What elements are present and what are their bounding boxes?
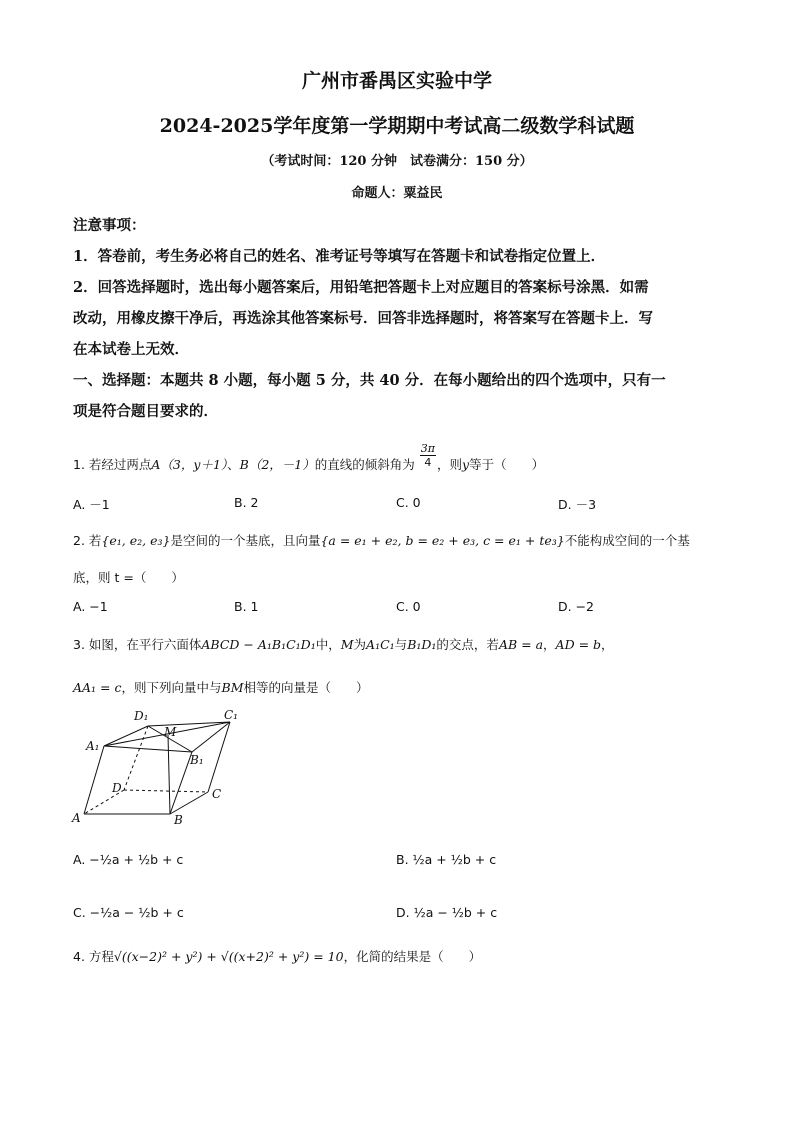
q1-sep: 、 [227,457,240,472]
q4-text-b: ，化简的结果是（ ） [343,949,482,964]
q1-text-b: 的直线的倾斜角为 [314,457,415,472]
q1-text-a: 1. 若经过两点 [73,457,152,472]
q3-solid: ABCD − A₁B₁C₁D₁ [201,637,316,652]
edge-c1-c [208,722,230,792]
segment-b-m [168,735,170,814]
q3-option-a[interactable]: A. −½a + ½b + c [73,852,184,867]
section-1-line-1: 一、选择题：本题共 8 小题，每小题 5 分，共 40 分．在每小题给出的四个选项中，只有一 [73,372,666,389]
label-b: B [174,813,183,827]
edge-b1-b [170,752,192,814]
label-a: A [72,811,81,825]
q3-seg-1: A₁C₁ [366,637,395,652]
q1-angle-num: 3π [420,442,435,455]
q4-equation: √((x−2)² + y²) + √((x+2)² + y²) = 10 [113,949,344,964]
q2-option-a[interactable]: A. −1 [73,599,108,614]
exam-title: 2024-2025学年度第一学期期中考试高二级数学科试题 [159,115,635,137]
label-c: C [212,787,222,801]
q3-text-e: 的交点，若 [436,637,499,652]
q1-option-a[interactable]: A. －1 [73,497,110,512]
q3-text-c: 为 [353,637,367,652]
school-name: 广州市番禺区实验中学 [301,70,492,92]
question-3 [73,635,614,653]
q3-comma: ， [543,637,556,652]
q3-ad: AD = b [555,637,602,652]
q1-option-d[interactable]: D. －3 [558,497,597,512]
label-a1: A₁ [86,739,100,753]
q2-text-b: 是空间的一个基底，且向量 [170,533,321,548]
q3-aa1: AA₁ = c [73,680,122,695]
q2-text-a: 2. 若 [73,533,102,548]
author-line: 命题人：粟益民 [351,186,443,201]
q2-text-c: 不能构成空间的一个基 [564,533,690,548]
label-d: D [112,781,122,795]
q1-text-c: ，则 [437,457,463,472]
q3-text-g: 相等的向量是（ ） [243,680,369,695]
q1-point-a: A（3，y＋1） [151,457,228,472]
q3-text-a: 3. 如图，在平行六面体 [73,637,202,652]
notes-item-2-line-2: 改动，用橡皮擦干净后，再选涂其他答案标号．回答非选择题时，将答案写在答题卡上．写 [73,310,653,327]
q3-bm: BM [221,680,244,695]
edge-b-c [170,792,208,814]
q3-text-f: ，则下列向量中与 [121,680,222,695]
q3-option-d[interactable]: D. ½a − ½b + c [396,905,498,920]
question-4 [73,947,481,965]
q1-angle-fraction [420,442,436,469]
q3-text-b: 中， [315,637,341,652]
q1-text-d: 等于（ ） [469,457,545,472]
q2-basis: {e₁, e₂, e₃} [101,533,171,548]
notes-item-2-line-1: 2．回答选择题时，选出每小题答案后，用铅笔把答题卡上对应题目的答案标号涂黑．如需 [73,279,649,296]
q1-angle-den: 4 [424,456,432,469]
label-m: M [164,725,177,739]
label-c1: C₁ [224,708,238,722]
notes-heading: 注意事项： [73,217,146,234]
section-1-line-2: 项是符合题目要求的． [73,403,218,420]
q3-ab: AB = a [498,637,544,652]
q3-option-c[interactable]: C. −½a − ½b + c [73,905,184,920]
q3-text-d: 与 [394,637,408,652]
q1-var: y [462,457,470,472]
q3-line-2 [73,678,369,696]
exam-info: （考试时间：120 分钟 试卷满分：150 分） [261,154,533,169]
parallelepiped-figure [68,706,258,830]
label-b1: B₁ [190,753,204,767]
q2-option-d[interactable]: D. −2 [558,599,594,614]
label-d1: D₁ [134,709,149,723]
q1-option-b[interactable]: B. 2 [234,495,259,510]
edge-c1-b1 [192,722,230,752]
q1-option-c[interactable]: C. 0 [396,495,421,510]
q2-vectors: {a = e₁ + e₂, b = e₂ + e₃, c = e₁ + te₃} [320,533,565,548]
q2-option-b[interactable]: B. 1 [234,599,259,614]
q3-m: M [340,637,354,652]
edge-a1-b1 [104,746,192,752]
q3-comma-2: ， [601,637,614,652]
q3-seg-2: B₁D₁ [407,637,437,652]
q2-line-2: 底，则 t =（ ） [73,570,184,585]
q4-text-a: 4. 方程 [73,949,114,964]
question-2 [73,531,690,549]
notes-item-2-line-3: 在本试卷上无效． [73,341,189,358]
q3-option-b[interactable]: B. ½a + ½b + c [396,852,497,867]
q1-point-b: B（2，－1） [239,457,315,472]
notes-item-1: 1．答卷前，考生务必将自己的姓名、准考证号等填写在答题卡和试卷指定位置上． [73,248,606,265]
q2-option-c[interactable]: C. 0 [396,599,421,614]
hidden-edge-d-c [124,790,208,792]
